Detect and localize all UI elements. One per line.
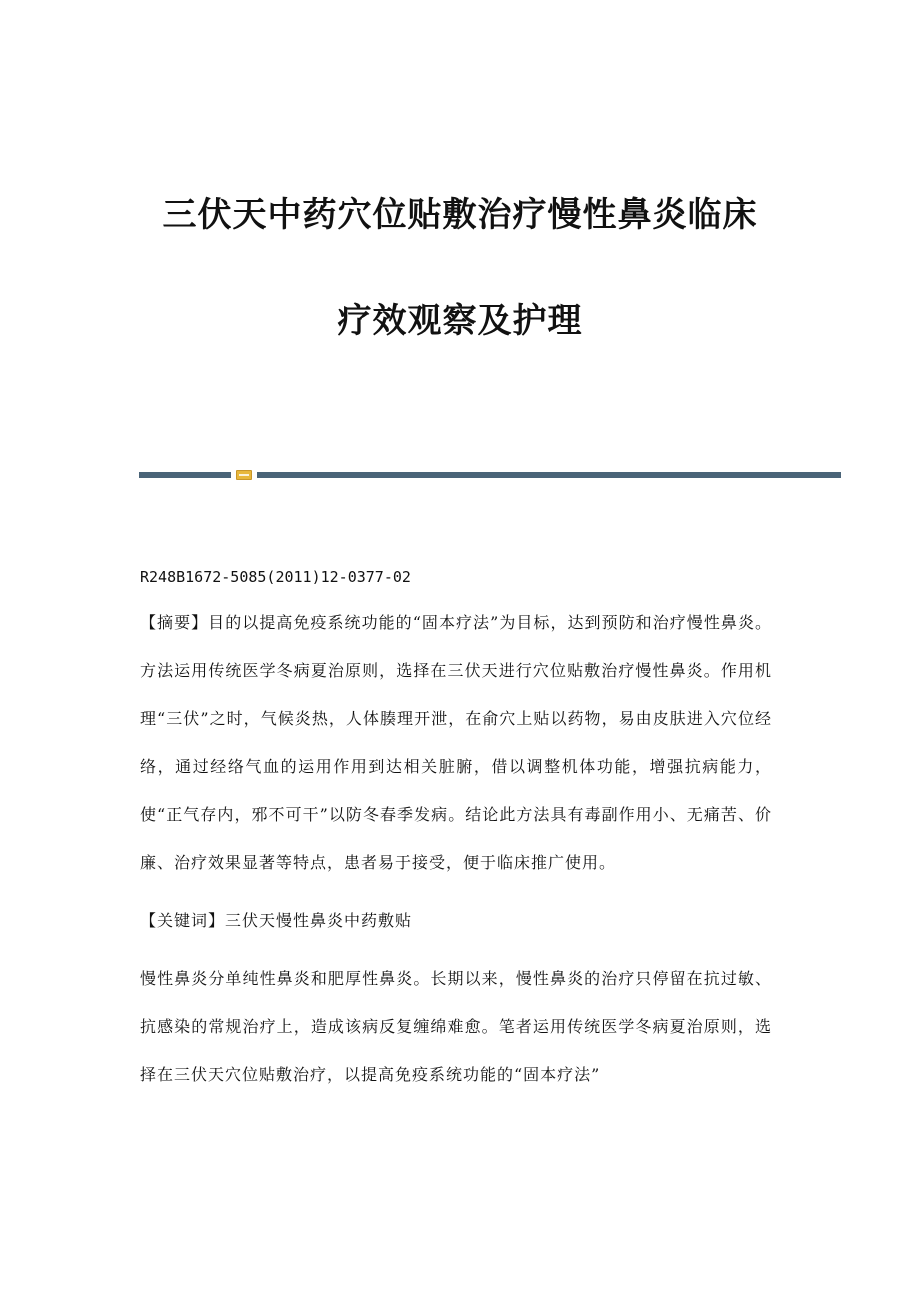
title-line-1: 三伏天中药穴位贴敷治疗慢性鼻炎临床 [162, 195, 758, 235]
document-content [140, 565, 772, 1113]
divider-bar-left [139, 472, 231, 478]
divider-bar-right [257, 472, 841, 478]
keywords-paragraph: 【关键词】三伏天慢性鼻炎中药敷贴 [140, 911, 413, 930]
title-divider [139, 469, 841, 481]
classification-code: R248B1672-5085(2011)12-0377-02 [140, 568, 411, 586]
title-line-2: 疗效观察及护理 [337, 301, 583, 341]
document-title [0, 190, 920, 346]
abstract-paragraph: 【摘要】目的以提高免疫系统功能的“固本疗法”为目标，达到预防和治疗慢性鼻炎。方法运用传统医学冬病夏治原则，选择在三伏天进行穴位贴敷治疗慢性鼻炎。作用机理“三伏”之时，气候炎热，人体腠理开泄，在俞穴上贴以药物，易由皮肤进入穴位经络，通过经络气血的运用作用到达相关脏腑，借以调整机体功能，增强抗病能力，使“正气存内，邪不可干”以防冬春季发病。结论此方法具有毒副作用小、无痛苦、价廉、治疗效果显著等特点，患者易于接受，便于临床推广使用。 [140, 613, 772, 872]
divider-badge-icon [236, 470, 252, 480]
body-paragraph: 慢性鼻炎分单纯性鼻炎和肥厚性鼻炎。长期以来，慢性鼻炎的治疗只停留在抗过敏、抗感染的常规治疗上，造成该病反复缠绵难愈。笔者运用传统医学冬病夏治原则，选择在三伏天穴位贴敷治疗，以提高免疫系统功能的“固本疗法” [140, 969, 772, 1084]
